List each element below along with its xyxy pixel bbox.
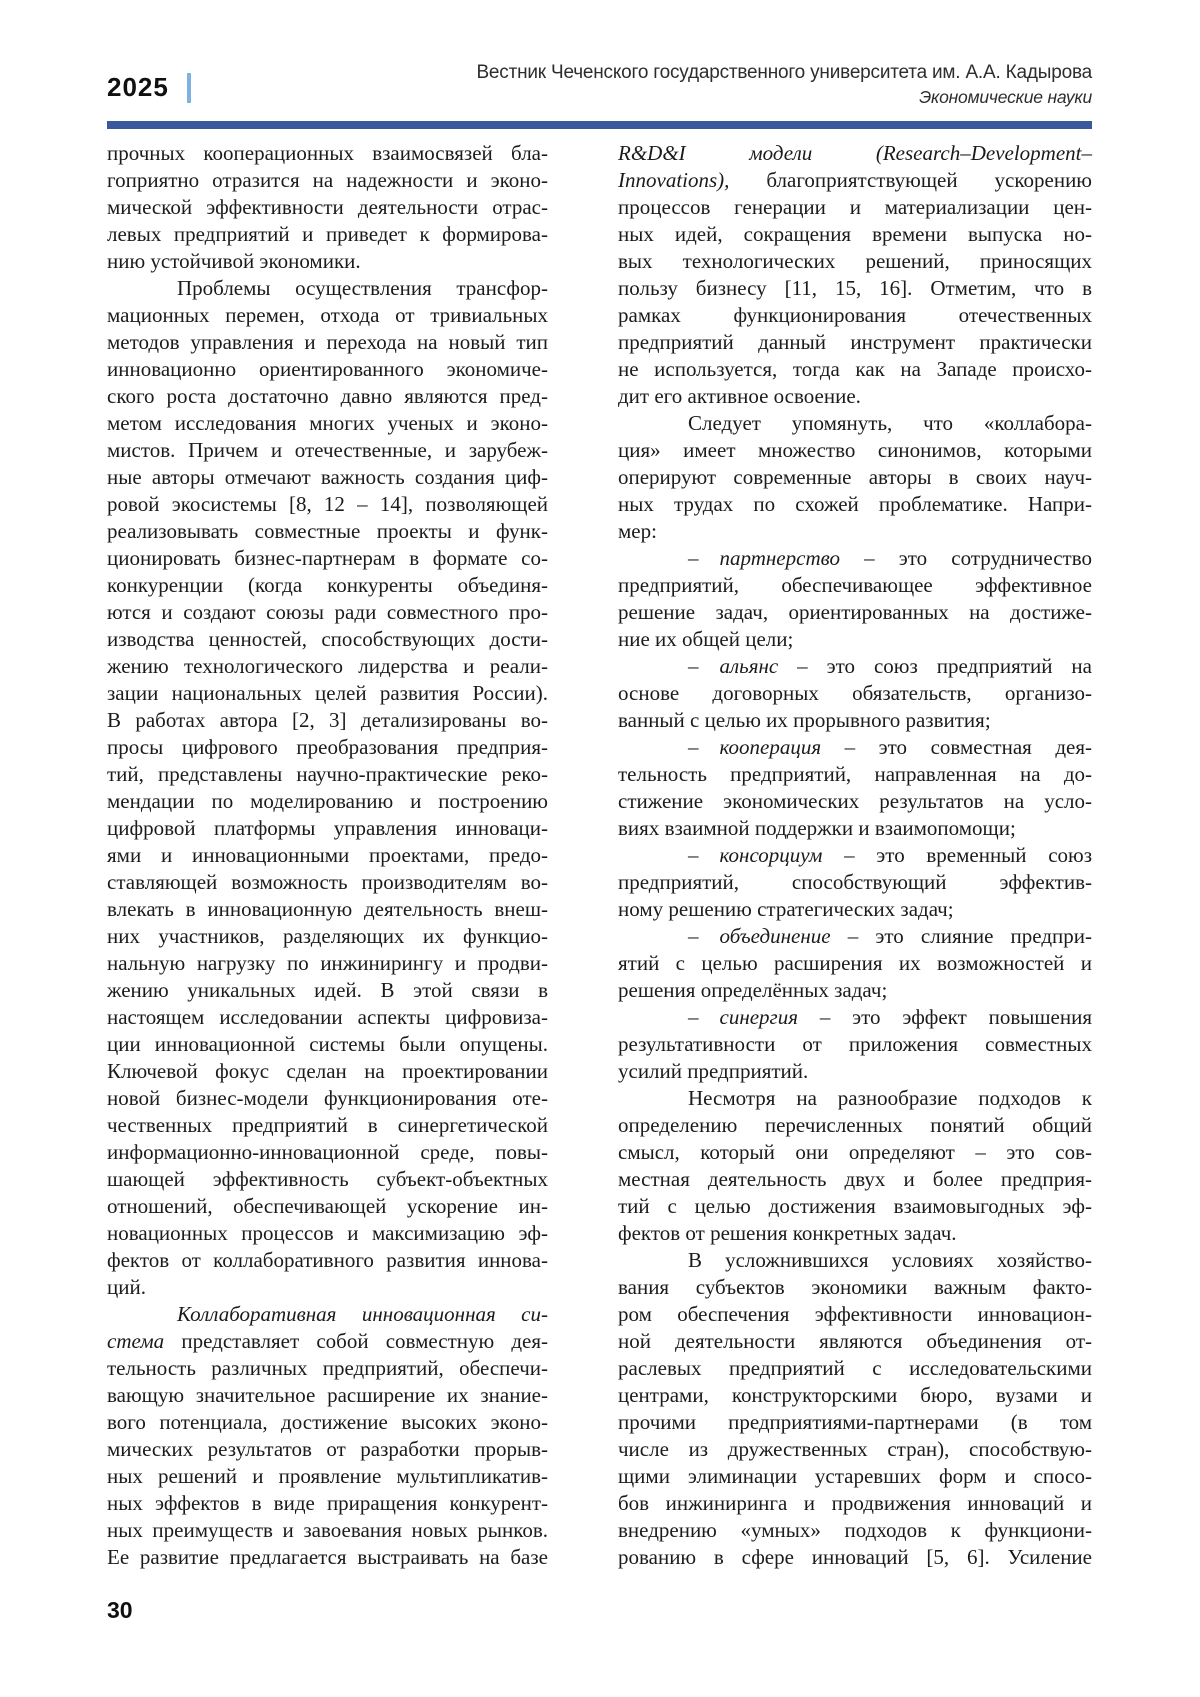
text-line: мической эффективности деятельности отрас- bbox=[107, 195, 548, 219]
text-line: оперируют современные авторы в своих науч- bbox=[618, 465, 1092, 489]
text-line: стема представляет собой совместную дея- bbox=[107, 1329, 548, 1353]
text-line: предприятий, способствующий эффектив- bbox=[618, 870, 1092, 894]
text-line: R&D&I модели (Research–Development– bbox=[618, 141, 1092, 165]
paragraph bbox=[618, 842, 1092, 923]
text-line: прочими предприятиями-партнерами (в том bbox=[618, 1410, 1092, 1434]
text-line: них участников, разделяющих их функцио- bbox=[107, 924, 548, 948]
journal-section: Экономические науки bbox=[919, 87, 1092, 107]
text-line: щими элиминации устаревших форм и спосо- bbox=[618, 1464, 1092, 1488]
text-line: внедрению «умных» подходов к функциони- bbox=[618, 1518, 1092, 1542]
paragraph bbox=[618, 140, 1092, 410]
text-line: метом исследования многих ученых и эконо- bbox=[107, 411, 548, 435]
text-line: ных идей, сокращения времени выпуска но- bbox=[618, 222, 1092, 246]
text-line: результативности от приложения совместных bbox=[618, 1032, 1092, 1056]
text-line: ятий с целью расширения их возможностей и bbox=[618, 951, 1092, 975]
text-line: вающую значительное расширение их знание- bbox=[107, 1383, 548, 1407]
text-line: – кооперация – это совместная дея- bbox=[688, 735, 1092, 759]
text-line: информационно-инновационной среде, повы- bbox=[107, 1140, 548, 1164]
text-line: предприятий данный инструмент практически bbox=[618, 330, 1092, 354]
text-line: – альянс – это союз предприятий на bbox=[688, 654, 1092, 678]
text-line: В работах автора [2, 3] детализированы во- bbox=[107, 708, 548, 732]
text-line: левых предприятий и приведет к формирова- bbox=[107, 222, 548, 246]
text-line: дит его активное освоение. bbox=[618, 384, 861, 408]
text-line: ние их общей цели; bbox=[618, 627, 794, 651]
text-line: тельность предприятий, направленная на до- bbox=[618, 762, 1092, 786]
text-line: ями и инновационными проектами, предо- bbox=[107, 843, 548, 867]
text-line: Ключевой фокус сделан на проектировании bbox=[107, 1059, 548, 1083]
year-label: 2025 bbox=[107, 72, 169, 102]
text-line: решение задач, ориентированных на достиже- bbox=[618, 600, 1092, 624]
text-line: Следует упомянуть, что «коллабора- bbox=[688, 411, 1092, 435]
paragraph bbox=[618, 1085, 1092, 1247]
text-line: бов инжиниринга и продвижения инноваций и bbox=[618, 1491, 1092, 1515]
text-line: нию устойчивой экономики. bbox=[107, 249, 361, 273]
text-line: определению перечисленных понятий общий bbox=[618, 1113, 1092, 1137]
text-line: ционировать бизнес-партнерам в формате со- bbox=[107, 546, 548, 570]
text-line: мационных перемен, отхода от тривиальных bbox=[107, 303, 548, 327]
paragraph bbox=[618, 923, 1092, 1004]
text-line: В усложнившихся условиях хозяйство- bbox=[688, 1248, 1092, 1272]
text-line: мендации по моделированию и построению bbox=[107, 789, 548, 813]
column-right bbox=[618, 140, 1092, 1571]
text-line: решения определённых задач; bbox=[618, 978, 888, 1002]
column-left bbox=[107, 140, 548, 1571]
text-line: фектов от коллаборативного развития иннова- bbox=[107, 1248, 548, 1272]
text-line: ставляющей возможность производителям во- bbox=[107, 870, 548, 894]
text-line: настоящем исследовании аспекты цифровиза- bbox=[107, 1005, 548, 1029]
text-line: предприятий, обеспечивающее эффективное bbox=[618, 573, 1092, 597]
text-line: ровой экосистемы [8, 12 – 14], позволяющей bbox=[107, 492, 548, 516]
journal-block bbox=[476, 60, 1092, 109]
header-rule bbox=[107, 121, 1092, 129]
text-line: ной деятельности являются объединения от- bbox=[618, 1329, 1092, 1353]
text-line: шающей эффективность субъект-объектных bbox=[107, 1167, 548, 1191]
accent-tick bbox=[187, 73, 191, 103]
paragraph bbox=[107, 140, 548, 275]
text-line: тий с целью достижения взаимовыгодных эф- bbox=[618, 1194, 1092, 1218]
text-line: – консорциум – это временный союз bbox=[688, 843, 1092, 867]
text-line: ных трудах по схожей проблематике. Напри- bbox=[618, 492, 1092, 516]
text-line: ются и создают союзы ради совместного про- bbox=[107, 600, 548, 624]
text-line: Innovations), благоприятствующей ускорению bbox=[618, 168, 1092, 192]
text-line: тельность различных предприятий, обеспечи- bbox=[107, 1356, 548, 1380]
page-header bbox=[107, 60, 1092, 109]
text-line: Коллаборативная инновационная си- bbox=[177, 1302, 548, 1326]
text-line: вых технологических решений, приносящих bbox=[618, 249, 1092, 273]
text-line: новой бизнес-модели функционирования оте- bbox=[107, 1086, 548, 1110]
text-line: раслевых предприятий с исследовательскими bbox=[618, 1356, 1092, 1380]
paragraph bbox=[618, 734, 1092, 842]
text-line: ция» имеет множество синонимов, которыми bbox=[618, 438, 1092, 462]
text-line: Несмотря на разнообразие подходов к bbox=[688, 1086, 1092, 1110]
text-line: отношений, обеспечивающей ускорение ин- bbox=[107, 1194, 548, 1218]
text-line: ному решению стратегических задач; bbox=[618, 897, 954, 921]
text-line: – объединение – это слияние предпри- bbox=[688, 924, 1092, 948]
article-body bbox=[107, 140, 1092, 1571]
text-line: инновационно ориентированного экономиче- bbox=[107, 357, 548, 381]
paragraph bbox=[618, 1247, 1092, 1571]
text-line: цифровой платформы управления инноваци- bbox=[107, 816, 548, 840]
text-line: местная деятельность двух и более предприя- bbox=[618, 1167, 1092, 1191]
text-line: мистов. Причем и отечественные, и зарубеж- bbox=[107, 438, 548, 462]
text-line: зации национальных целей развития России). bbox=[107, 681, 548, 705]
text-line: нальную нагрузку по инжинирингу и продви- bbox=[107, 951, 548, 975]
paragraph bbox=[107, 1301, 548, 1571]
paragraph bbox=[107, 275, 548, 1301]
text-line: ных решений и проявление мультипликатив- bbox=[107, 1464, 548, 1488]
text-line: изводства ценностей, способствующих дости- bbox=[107, 627, 548, 651]
text-line: просы цифрового преобразования предприя- bbox=[107, 735, 548, 759]
text-line: – синергия – это эффект повышения bbox=[688, 1005, 1092, 1029]
text-line: жению уникальных идей. В этой связи в bbox=[107, 978, 548, 1002]
text-line: вого потенциала, достижение высоких эконо- bbox=[107, 1410, 548, 1434]
text-line: ского роста достаточно давно являются пред- bbox=[107, 384, 548, 408]
text-line: мер: bbox=[618, 519, 657, 543]
page-number: 30 bbox=[107, 1597, 133, 1623]
text-line: пользу бизнесу [11, 15, 16]. Отметим, что в bbox=[618, 276, 1092, 300]
year-block bbox=[107, 72, 191, 103]
text-line: числе из дружественных стран), способствую- bbox=[618, 1437, 1092, 1461]
paragraph bbox=[618, 1004, 1092, 1085]
text-line: реализовывать совместные проекты и функ- bbox=[107, 519, 548, 543]
paragraph bbox=[618, 545, 1092, 653]
paragraph bbox=[618, 410, 1092, 545]
text-line: рованию в сфере инноваций [5, 6]. Усиление bbox=[618, 1545, 1092, 1569]
text-line: рамках функционирования отечественных bbox=[618, 303, 1092, 327]
text-line: ций. bbox=[107, 1275, 146, 1299]
text-line: прочных кооперационных взаимосвязей бла- bbox=[107, 141, 548, 165]
text-line: вания субъектов экономики важным факто- bbox=[618, 1275, 1092, 1299]
text-line: ных преимуществ и завоевания новых рынков. bbox=[107, 1518, 548, 1542]
text-line: виях взаимной поддержки и взаимопомощи; bbox=[618, 816, 1016, 840]
text-line: чественных предприятий в синергетической bbox=[107, 1113, 548, 1137]
text-line: – партнерство – это сотрудничество bbox=[688, 546, 1092, 570]
text-line: основе договорных обязательств, организо- bbox=[618, 681, 1092, 705]
text-line: ванный с целью их прорывного развития; bbox=[618, 708, 991, 732]
text-line: смысл, который они определяют – это сов- bbox=[618, 1140, 1092, 1164]
text-line: ных эффектов в виде приращения конкурент- bbox=[107, 1491, 548, 1515]
text-line: ции инновационной системы были опущены. bbox=[107, 1032, 548, 1056]
text-line: ные авторы отмечают важность создания циф- bbox=[107, 465, 548, 489]
text-line: жению технологического лидерства и реали- bbox=[107, 654, 548, 678]
text-line: тий, представлены научно-практические реко- bbox=[107, 762, 548, 786]
text-line: конкуренции (когда конкуренты объединя- bbox=[107, 573, 548, 597]
text-line: новационных процессов и максимизацию эф- bbox=[107, 1221, 548, 1245]
text-line: стижение экономических результатов на усло- bbox=[618, 789, 1092, 813]
text-line: мических результатов от разработки прорыв- bbox=[107, 1437, 548, 1461]
text-line: ром обеспечения эффективности инновацион- bbox=[618, 1302, 1092, 1326]
text-line: усилий предприятий. bbox=[618, 1059, 809, 1083]
text-line: не используется, тогда как на Западе происхо- bbox=[618, 357, 1092, 381]
text-line: влекать в инновационную деятельность внеш- bbox=[107, 897, 548, 921]
text-line: процессов генерации и материализации цен- bbox=[618, 195, 1092, 219]
paragraph bbox=[618, 653, 1092, 734]
journal-title: Вестник Чеченского государственного университета им. А.А. Кадырова bbox=[476, 62, 1092, 83]
text-line: Ее развитие предлагается выстраивать на базе bbox=[107, 1545, 548, 1569]
text-line: методов управления и перехода на новый тип bbox=[107, 330, 548, 354]
text-line: центрами, конструкторскими бюро, вузами и bbox=[618, 1383, 1092, 1407]
text-line: гоприятно отразится на надежности и эконо- bbox=[107, 168, 548, 192]
text-line: Проблемы осуществления трансфор- bbox=[177, 276, 548, 300]
text-line: фектов от решения конкретных задач. bbox=[618, 1221, 957, 1245]
